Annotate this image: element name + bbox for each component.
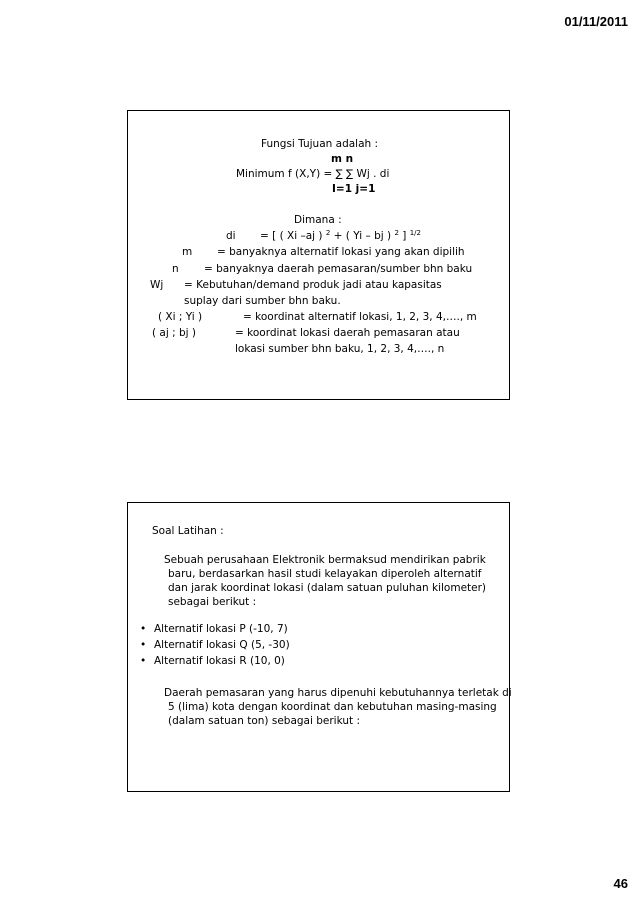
slide-exercise bbox=[127, 502, 510, 792]
sum-lower-limits: I=1 j=1 bbox=[332, 183, 376, 195]
m-definition: = banyaknya alternatif lokasi yang akan dipilih bbox=[217, 246, 465, 258]
wj-definition: = Kebutuhan/demand produk jadi atau kapasitas bbox=[184, 279, 442, 291]
bullet-icon: • bbox=[140, 655, 147, 667]
list-item: • Alternatif lokasi Q (5, -30) bbox=[140, 639, 290, 651]
exercise-paragraph-1: Sebuah perusahaan Elektronik bermaksud mendirikan pabrik baru, berdasarkan hasil studi kelayakan diperoleh alternatif dan jarak koordinat lokasi (dalam satuan puluhan kilometer) sebagai berikut : bbox=[164, 554, 487, 608]
list-item: • Alternatif lokasi P (-10, 7) bbox=[140, 623, 288, 635]
m-label: m bbox=[182, 246, 193, 258]
di-formula: = [ ( Xi –aj ) $^2$ + ( Yi – bj ) $^2$ ] $^{1/2}$ bbox=[260, 229, 421, 242]
sum-upper-limits: m n bbox=[331, 153, 354, 165]
header-date: 01/11/2011 bbox=[564, 14, 628, 29]
exercise-paragraph-2: Daerah pemasaran yang harus dipenuhi kebutuhannya terletak di 5 (lima) kota dengan koordinat dan kebutuhan masing-masing (dalam satuan ton) sebagai berikut : bbox=[164, 687, 512, 727]
ab-label: ( aj ; bj ) bbox=[152, 327, 197, 339]
bullet-icon: • bbox=[140, 639, 147, 651]
n-definition: = banyaknya daerah pemasaran/sumber bhn baku bbox=[204, 263, 473, 275]
wj-label: Wj bbox=[150, 279, 164, 291]
ab-definition: = koordinat lokasi daerah pemasaran atau bbox=[235, 327, 460, 339]
xy-label: ( Xi ; Yi ) bbox=[158, 311, 203, 323]
dimana-label: Dimana : bbox=[294, 214, 342, 226]
page-number: 46 bbox=[613, 876, 628, 891]
list-item: • Alternatif lokasi R (10, 0) bbox=[140, 655, 285, 667]
objective-title: Fungsi Tujuan adalah : bbox=[261, 138, 379, 150]
di-label: di bbox=[226, 230, 236, 242]
objective-formula: Minimum f (X,Y) = ∑ ∑ Wj . di bbox=[236, 168, 390, 180]
wj-definition-cont: suplay dari sumber bhn baku. bbox=[184, 295, 341, 307]
exercise-title: Soal Latihan : bbox=[152, 525, 224, 537]
slide-objective-function bbox=[127, 110, 510, 400]
ab-definition-cont: lokasi sumber bhn baku, 1, 2, 3, 4,…., n bbox=[235, 343, 445, 355]
location-alternatives-list bbox=[140, 621, 290, 669]
bullet-icon: • bbox=[140, 623, 147, 635]
xy-definition: = koordinat alternatif lokasi, 1, 2, 3, 4,…., m bbox=[243, 311, 477, 323]
n-label: n bbox=[172, 263, 179, 275]
